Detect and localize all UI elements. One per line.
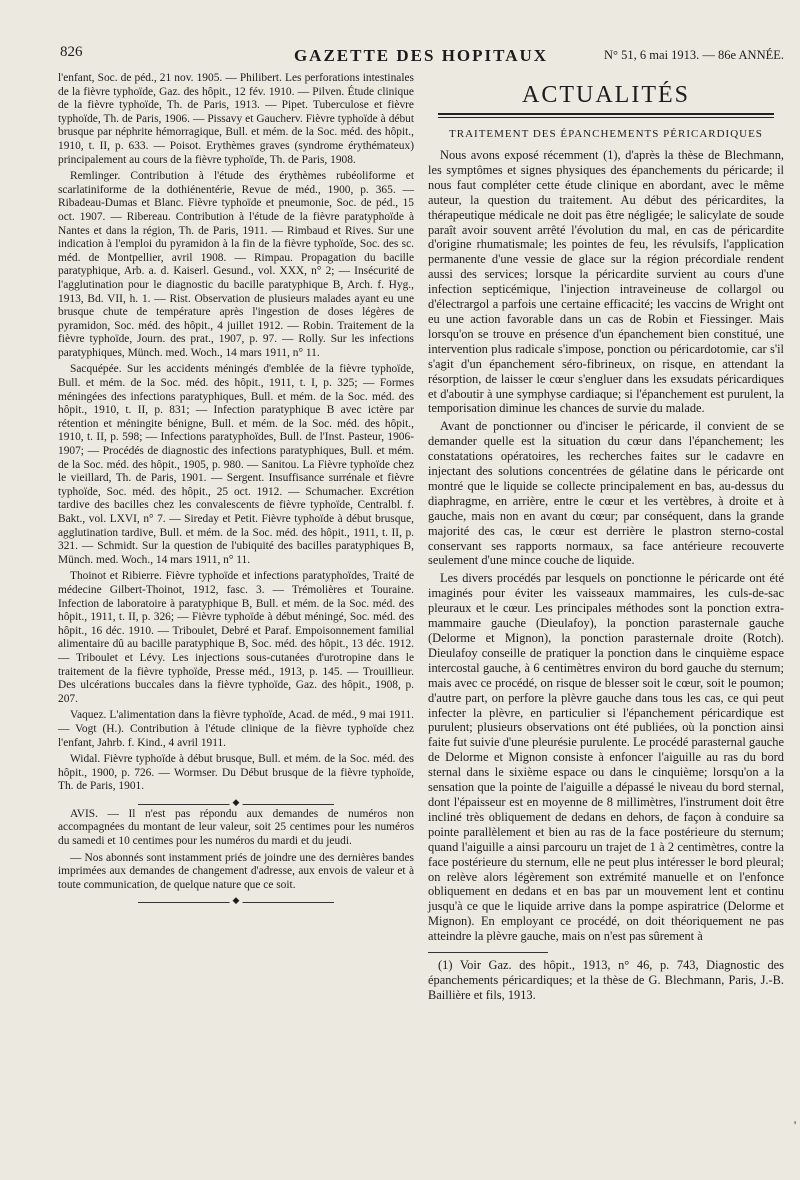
article-paragraph: Avant de ponctionner ou d'inciser le péricarde, il convient de se demander quelle est la situation du cœur dans l'épanchement; les constatations opératoires, les recherches faites sur le cadavre en injectant des solutions concentrées de gélatine dans le péricarde ont montré que le liquide se collecte principalement en bas, au-dessus du diaphragme, en arrière, entre le cœur et les vertèbres, à droite et à gauche, mais non en avant du cœur; par conséquent, dans la grande majorité des cas, le cœur est derrière le plastron sterno-costal conservant ses rapports normaux, sa face antérieure recouverte seulement d'une mince couche de liquide.	[428, 419, 784, 568]
text-columns	[58, 72, 784, 1006]
margin-mark: '	[794, 1118, 797, 1132]
bibliography-paragraph: Thoinot et Ribierre. Fièvre typhoïde et infections paratyphoïdes, Traité de médecine Gilbert-Thoinot, 1912, fasc. 3. — Trémolières et Touraine. Infection de laboratoire à paratyphique B, Bull. et mém. de la Soc. méd. des hôpit., 1911, t. II, p. 326; — Fièvre typhoïde à début méningé, Soc. méd. des hôpit., 16 déc. 1910. — Triboulet, Debré et Paraf. Empoisonnement familial alimentaire dû au bacille paratyphique B, Soc. méd. des hôpit., 13 déc. 1912. — Triboulet et Lévy. Les injections sous-cutanées d'urotropine dans le traitement de la fièvre typhoïde, Presse méd., 1913, p. 145. — Trouillieur. Des ulcérations buccales dans la fièvre typhoïde, Gaz. des hôpit., 1908, p. 207.	[58, 570, 414, 705]
page-header	[58, 40, 784, 70]
bibliography-paragraph: Widal. Fièvre typhoïde à début brusque, Bull. et mém. de la Soc. méd. des hôpit., 1900, p. 726. — Wormser. Du Début brusque de la fièvre typhoïde, Th. de Paris, 1901.	[58, 753, 414, 793]
journal-title: GAZETTE DES HOPITAUX	[293, 46, 549, 65]
section-divider	[58, 800, 414, 808]
section-divider	[58, 898, 414, 906]
page-number: 826	[60, 44, 83, 60]
notice-avis: AVIS. — Il n'est pas répondu aux demandes de numéros non accompagnées du montant de leur valeur, soit 25 centimes pour les numéros du samedi et 10 centimes pour les numéros du mardi et du jeudi.	[58, 807, 414, 848]
bibliography-paragraph: Sacquépée. Sur les accidents méningés d'emblée de la fièvre typhoïde, Bull. et mém. de la Soc. méd. des hôpit., 1911, t. I, p. 325; — Formes méningées des infections paratyphiques, Bull. et mém. de la Soc. méd. des hôpit., 1910, t. II, p. 831; — Infection paratyphique B avec ictère par rétention et méningite bénigne, Bull. et mém. de la Soc. méd. des hôpit., 1910, t. II, p. 598; — Infections paratyphoïdes, Bull. de l'Inst. Pasteur, 1906-1907; — Procédés de diagnostic des infections paratyphiques, Bull. et mém. de la Soc. méd. des hôpit., 1905, p. 980. — Sanitou. La Fièvre typhoïde chez le vieillard, Th. de Paris, 1901. — Sergent. Insuffisance surrénale et fièvre typhoïde, Soc. méd. des hôpit., 25 oct. 1912. — Schumacher. Excrétion tardive des bacilles chez les convalescents de fièvre typhoïde, Centralbl. f. Bakt., vol. LXVI, n° 7. — Sireday et Petit. Fièvre typhoïde à début brusque, agglutination tardive, Bull. et mém. de la Soc. méd. des hôpit., 1911, t. II, p. 321. — Schmidt. Sur la question de l'ubiquité des bacilles paratyphiques B, Münch. med. Woch., 14 mars 1911, n° 11.	[58, 363, 414, 566]
left-column	[58, 72, 414, 1006]
bibliography-paragraph: Remlinger. Contribution à l'étude des érythèmes rubéoliforme et scarlatiniforme de la dothiénentérie, Revue de méd., 1900, p. 365. — Ribadeau-Dumas et Blanc. Fièvre typhoïde et pneumonie, Soc. de péd., 15 oct. 1907. — Ribereau. Contribution à l'étude de la fièvre paratyphoïde à Nantes et dans la région, Th. de Paris, 1911. — Rimbaud et Rives. Sur une indication à l'emploi du pyramidon à la fin de la fièvre typhoïde, Soc. des sc. méd. de Montpellier, avril 1908. — Rimpau. Propagation du bacille paratyphique, Arb. a. d. Kaiserl. Gesund., vol. XXX, n° 2; — Insécurité de l'agglutination pour le diagnostic du bacille paratyphique B, Arch. f. Hyg., 1913, Bd. VII, h. 1. — Rist. Observation de plusieurs malades ayant eu une brusque chute de température après l'ingestion de doses légères de pyramidon, Soc. méd. des hôpit., 4 juillet 1912. — Robin. Traitement de la fièvre typhoïde, Journ. des prat., 1907, p. 97. — Rolly. Sur les infections paratyphiques, Münch. med. Woch., 14 mars 1911, n° 11.	[58, 170, 414, 359]
notice-subscribers: — Nos abonnés sont instamment priés de joindre une des dernières bandes imprimées aux demandes de changement d'adresse, aux envois de valeur et à toute communication, de quelque nature que ce soit.	[58, 851, 414, 891]
section-title: ACTUALITÉS	[522, 82, 690, 108]
article-title: TRAITEMENT DES ÉPANCHEMENTS PÉRICARDIQUES	[449, 128, 763, 140]
title-underline	[438, 113, 774, 118]
right-column	[428, 72, 784, 1006]
article-paragraph: Nous avons exposé récemment (1), d'après la thèse de Blechmann, les symptômes et signes physiques des épanchements du péricarde; il nous faut compléter cette étude clinique en abordant, avec le même auteur, la question du traitement. Au début des péricardites, la thérapeutique médicale ne doit pas être négligée; le salicylate de soude paraît avoir souvent arrêté l'évolution du mal, en cas de péricardite d'origine rhumatismale; les pointes de feu, les révulsifs, l'application permanente d'une vessie de glace sur la région précordiale rendent aussi des services; lorsque la péricardite survient au cours d'une infection septicémique, l'injection intraveineuse de collargol ou d'électrargol a parfois une certaine efficacité; les vaccins de Wright ont eu une action favorable dans un cas de Robin et Fiessinger. Mais lorsqu'on se trouve en présence d'un épanchement bien constitué, une intervention plus radicale s'impose, ponction ou péricardotomie, car s'il s'agit d'un épanchement séro-fibrineux, on risque, en attendant la résorption, de laisser le cœur s'engluer dans les exsudats péricardiques et d'aboutir à une symphyse cardiaque; si l'épanchement est purulent, la temporisation diminue les chances de survie du malade.	[428, 148, 784, 416]
bibliography-paragraph: l'enfant, Soc. de péd., 21 nov. 1905. — Philibert. Les perforations intestinales de la fièvre typhoïde, Gaz. des hôpit., 12 fév. 1910. — Pilven. Étude clinique de la fièvre typhoïde, Th. de Paris, 1913. — Pipet. Tuberculose et fièvre typhoïde, Th. de Paris, 1906. — Pissavy et Gaucherv. Fièvre typhoïde à début brusque par néphrite hémorragique, Bull. et mém. de la Soc. méd. des hôpit., 1910, t. II, p. 633. — Poisot. Erythèmes graves (syndrome érythémateux) principalement au cours de la fièvre typhoïde, Th. de Paris, 1908.	[58, 72, 414, 166]
bibliography-paragraph: Vaquez. L'alimentation dans la fièvre typhoïde, Acad. de méd., 9 mai 1911. — Vogt (H.). Contribution à l'étude clinique de la fièvre typhoïde chez l'enfant, Jahrb. f. Kind., 4 avril 1911.	[58, 709, 414, 749]
article-paragraph: Les divers procédés par lesquels on ponctionne le péricarde ont été imaginés pour éviter les vaisseaux mammaires, les culs-de-sac pleuraux et le cœur. Les principales méthodes sont la ponction extra-mammaire gauche (Dieulafoy), la ponction parasternale gauche (Delorme et Mignon), la ponction parasternale droite (Rotch). Dieulafoy conseille de pratiquer la ponction dans le cinquième espace intercostal gauche, à 6 centimètres environ du bord gauche du sternum; mais avec ce procédé, on risque de blesser soit le cœur, soit le poumon; d'autre part, on perfore la plèvre gauche dans tous les cas, ce qui peut infecter la plèvre, en particulier si l'épanchement péricardique est purulent; plusieurs observations ont été publiées, où la ponction ainsi faite fut suivie d'une pleurésie purulente. Le procédé parasternal gauche de Delorme et Mignon consiste à enfoncer l'aiguille au ras du bord sternal dans le sixième espace ou dans le cinquième; lorsqu'on a la sensation que la pointe de l'aiguille a dépassé le niveau du bord sternal, dont l'épaisseur est en moyenne de 8 millimètres, l'instrument doit être incliné très obliquement de dedans en dehors, de façon à conduire sa pointe parallèlement et bien au ras de la face postérieure du sternum; quand l'aiguille a ainsi parcouru un trajet de 1 à 2 centimètres, contre la face postérieure du sternum, elle ne peut plus intéresser le bord pleural; on relève alors légèrement son extrémité manuelle et on l'enfonce obliquement en dedans et en bas par un mouvement lent et continu jusqu'à ce que le liquide arrive dans la pompe aspiratrice (Delorme et Mignon). En employant ce procédé, on doit théoriquement ne pas atteindre la plèvre gauche, mais on n'est pas sûrement à	[428, 571, 784, 944]
issue-info: N° 51, 6 mai 1913. — 86e ANNÉE.	[604, 48, 784, 62]
footnote: (1) Voir Gaz. des hôpit., 1913, n° 46, p. 743, Diagnostic des épanchements péricardiques; et la thèse de G. Blechmann, Paris, J.-B. Baillière et fils, 1913.	[428, 958, 784, 1002]
footnote-separator	[428, 952, 548, 953]
